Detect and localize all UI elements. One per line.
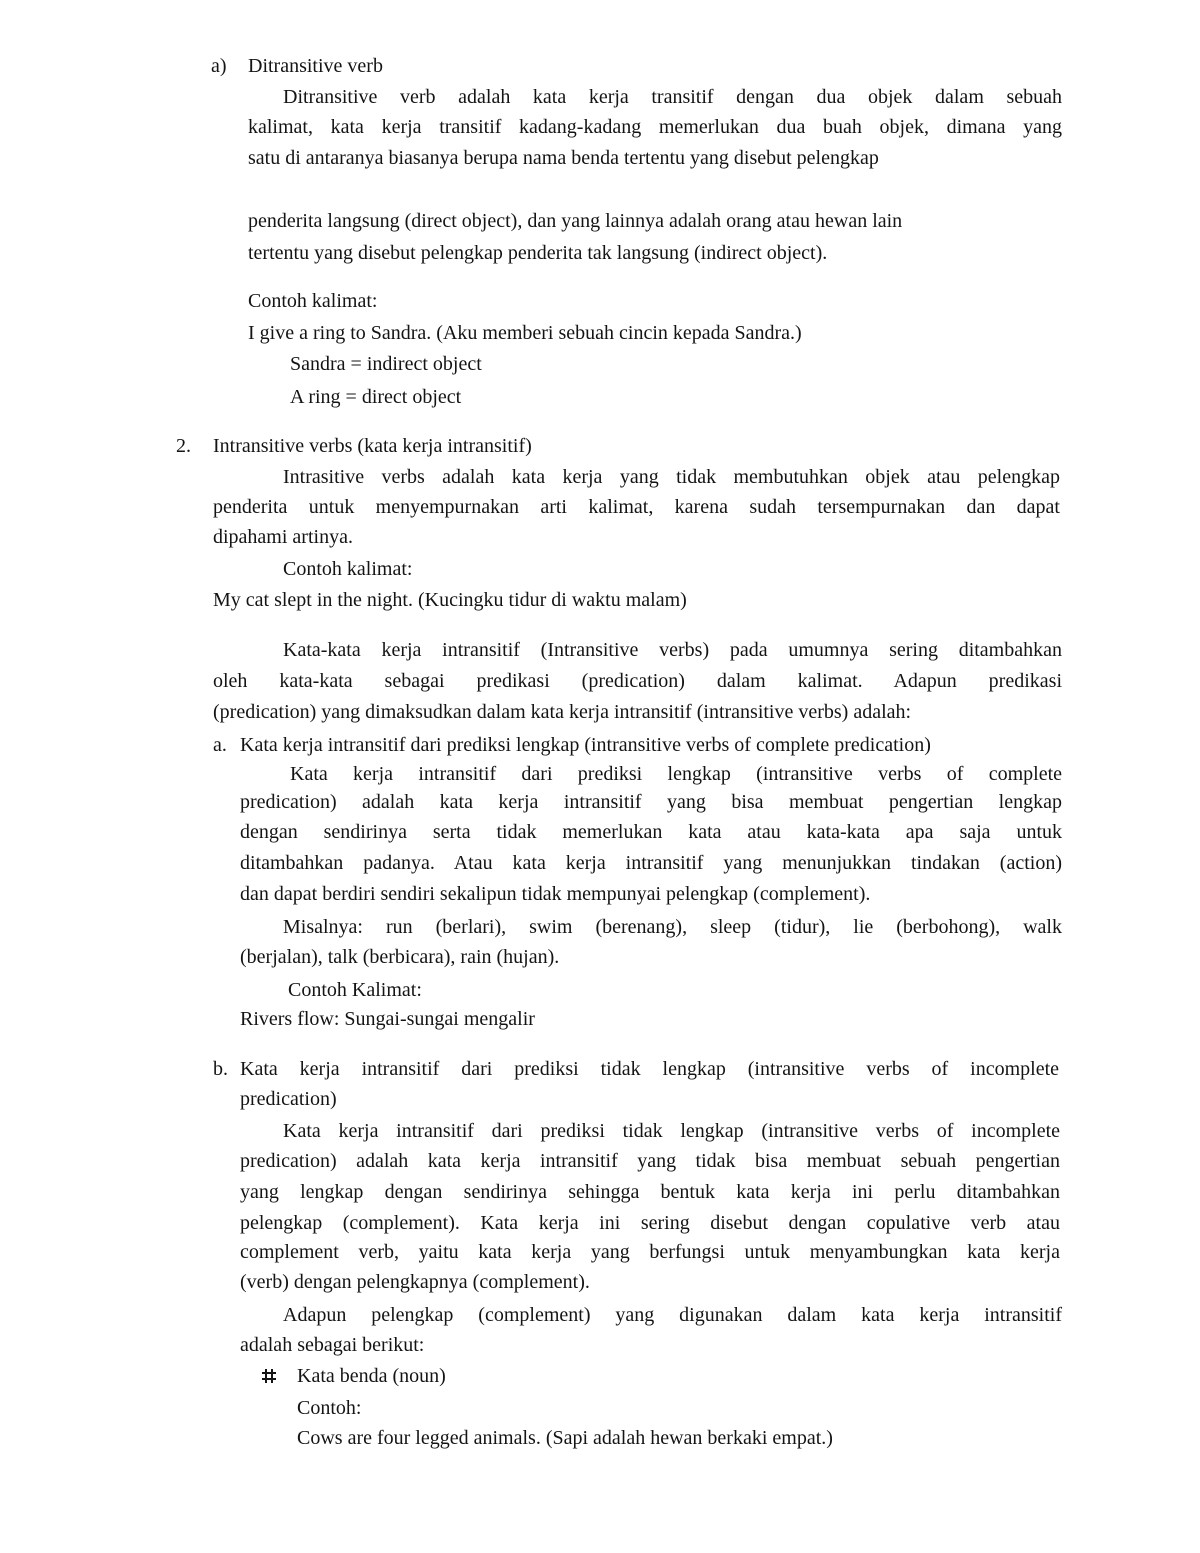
paragraph-line: penderita langsung (direct object), dan yang lainnya adalah orang atau hewan lain — [248, 210, 903, 232]
paragraph-line: kalimat, kata kerja transitif kadang-kadang memerlukan dua buah objek, dimana yang — [248, 116, 1062, 138]
list-marker-a: a) — [211, 55, 227, 77]
list-marker-b: b. — [213, 1058, 228, 1080]
example-sentence: Cows are four legged animals. (Sapi adalah hewan berkaki empat.) — [297, 1427, 833, 1449]
paragraph-line: predication) adalah kata kerja intransitif yang tidak bisa membuat sebuah pengertian — [240, 1150, 1060, 1172]
subsection-heading-incomplete-cont: predication) — [240, 1088, 337, 1110]
example-sentence: I give a ring to Sandra. (Aku memberi sebuah cincin kepada Sandra.) — [248, 322, 802, 344]
paragraph-line: tertentu yang disebut pelengkap penderita tak langsung (indirect object). — [248, 242, 828, 264]
paragraph-line: dengan sendirinya serta tidak memerlukan kata atau kata-kata apa saja untuk — [240, 821, 1062, 843]
paragraph-line: Kata kerja intransitif dari prediksi lengkap (intransitive verbs of complete — [290, 763, 1062, 785]
example-label: Contoh kalimat: — [283, 558, 413, 580]
example-label: Contoh Kalimat: — [288, 979, 422, 1001]
subsection-heading-complete: Kata kerja intransitif dari prediksi lengkap (intransitive verbs of complete predication) — [240, 734, 931, 756]
subsection-heading-incomplete: Kata kerja intransitif dari prediksi tidak lengkap (intransitive verbs of incomplete — [240, 1058, 1059, 1080]
paragraph-line: Kata kerja intransitif dari prediksi tidak lengkap (intransitive verbs of incomplete — [283, 1120, 1060, 1142]
paragraph-line: Kata-kata kerja intransitif (Intransitive verbs) pada umumnya sering ditambahkan — [283, 639, 1062, 661]
paragraph-line: adalah sebagai berikut: — [240, 1334, 425, 1356]
paragraph-line: complement verb, yaitu kata kerja yang berfungsi untuk menyambungkan kata kerja — [240, 1241, 1060, 1263]
example-sentence: Rivers flow: Sungai-sungai mengalir — [240, 1008, 535, 1030]
paragraph-line: dipahami artinya. — [213, 526, 353, 548]
paragraph-line: yang lengkap dengan sendirinya sehingga bentuk kata kerja ini perlu ditambahkan — [240, 1181, 1060, 1203]
section-heading-intransitive: Intransitive verbs (kata kerja intransitif) — [213, 435, 532, 457]
paragraph-line: predication) adalah kata kerja intransitif yang bisa membuat pengertian lengkap — [240, 791, 1062, 813]
paragraph-line: (predication) yang dimaksudkan dalam kata kerja intransitif (intransitive verbs) adalah: — [213, 701, 912, 723]
paragraph-line: oleh kata-kata sebagai predikasi (predication) dalam kalimat. Adapun predikasi — [213, 670, 1062, 692]
example-label: Contoh: — [297, 1397, 362, 1419]
section-heading-ditransitive: Ditransitive verb — [248, 55, 383, 77]
paragraph-line: (berjalan), talk (berbicara), rain (hujan). — [240, 946, 560, 968]
paragraph-line: Intrasitive verbs adalah kata kerja yang tidak membutuhkan objek atau pelengkap — [283, 466, 1060, 488]
example-sentence: My cat slept in the night. (Kucingku tidur di waktu malam) — [213, 589, 687, 611]
paragraph-line: dan dapat berdiri sendiri sekalipun tidak mempunyai pelengkap (complement). — [240, 883, 871, 905]
list-number-2: 2. — [176, 435, 191, 457]
example-note: Sandra = indirect object — [290, 353, 482, 375]
paragraph-line: Misalnya: run (berlari), swim (berenang), sleep (tidur), lie (berbohong), walk — [283, 916, 1062, 938]
paragraph-line: satu di antaranya biasanya berupa nama benda tertentu yang disebut pelengkap — [248, 147, 879, 169]
example-note: A ring = direct object — [290, 386, 462, 408]
example-label: Contoh kalimat: — [248, 290, 378, 312]
paragraph-line: Adapun pelengkap (complement) yang digunakan dalam kata kerja intransitif — [283, 1304, 1062, 1326]
bullet-item-noun: Kata benda (noun) — [297, 1365, 446, 1387]
paragraph-line: pelengkap (complement). Kata kerja ini sering disebut dengan copulative verb atau — [240, 1212, 1060, 1234]
list-marker-a: a. — [213, 734, 227, 756]
four-leaf-bullet-icon — [261, 1368, 277, 1384]
paragraph-line: penderita untuk menyempurnakan arti kalimat, karena sudah tersempurnakan dan dapat — [213, 496, 1060, 518]
paragraph-line: ditambahkan padanya. Atau kata kerja intransitif yang menunjukkan tindakan (action) — [240, 852, 1062, 874]
paragraph-line: Ditransitive verb adalah kata kerja transitif dengan dua objek dalam sebuah — [283, 86, 1062, 108]
paragraph-line: (verb) dengan pelengkapnya (complement). — [240, 1271, 590, 1293]
